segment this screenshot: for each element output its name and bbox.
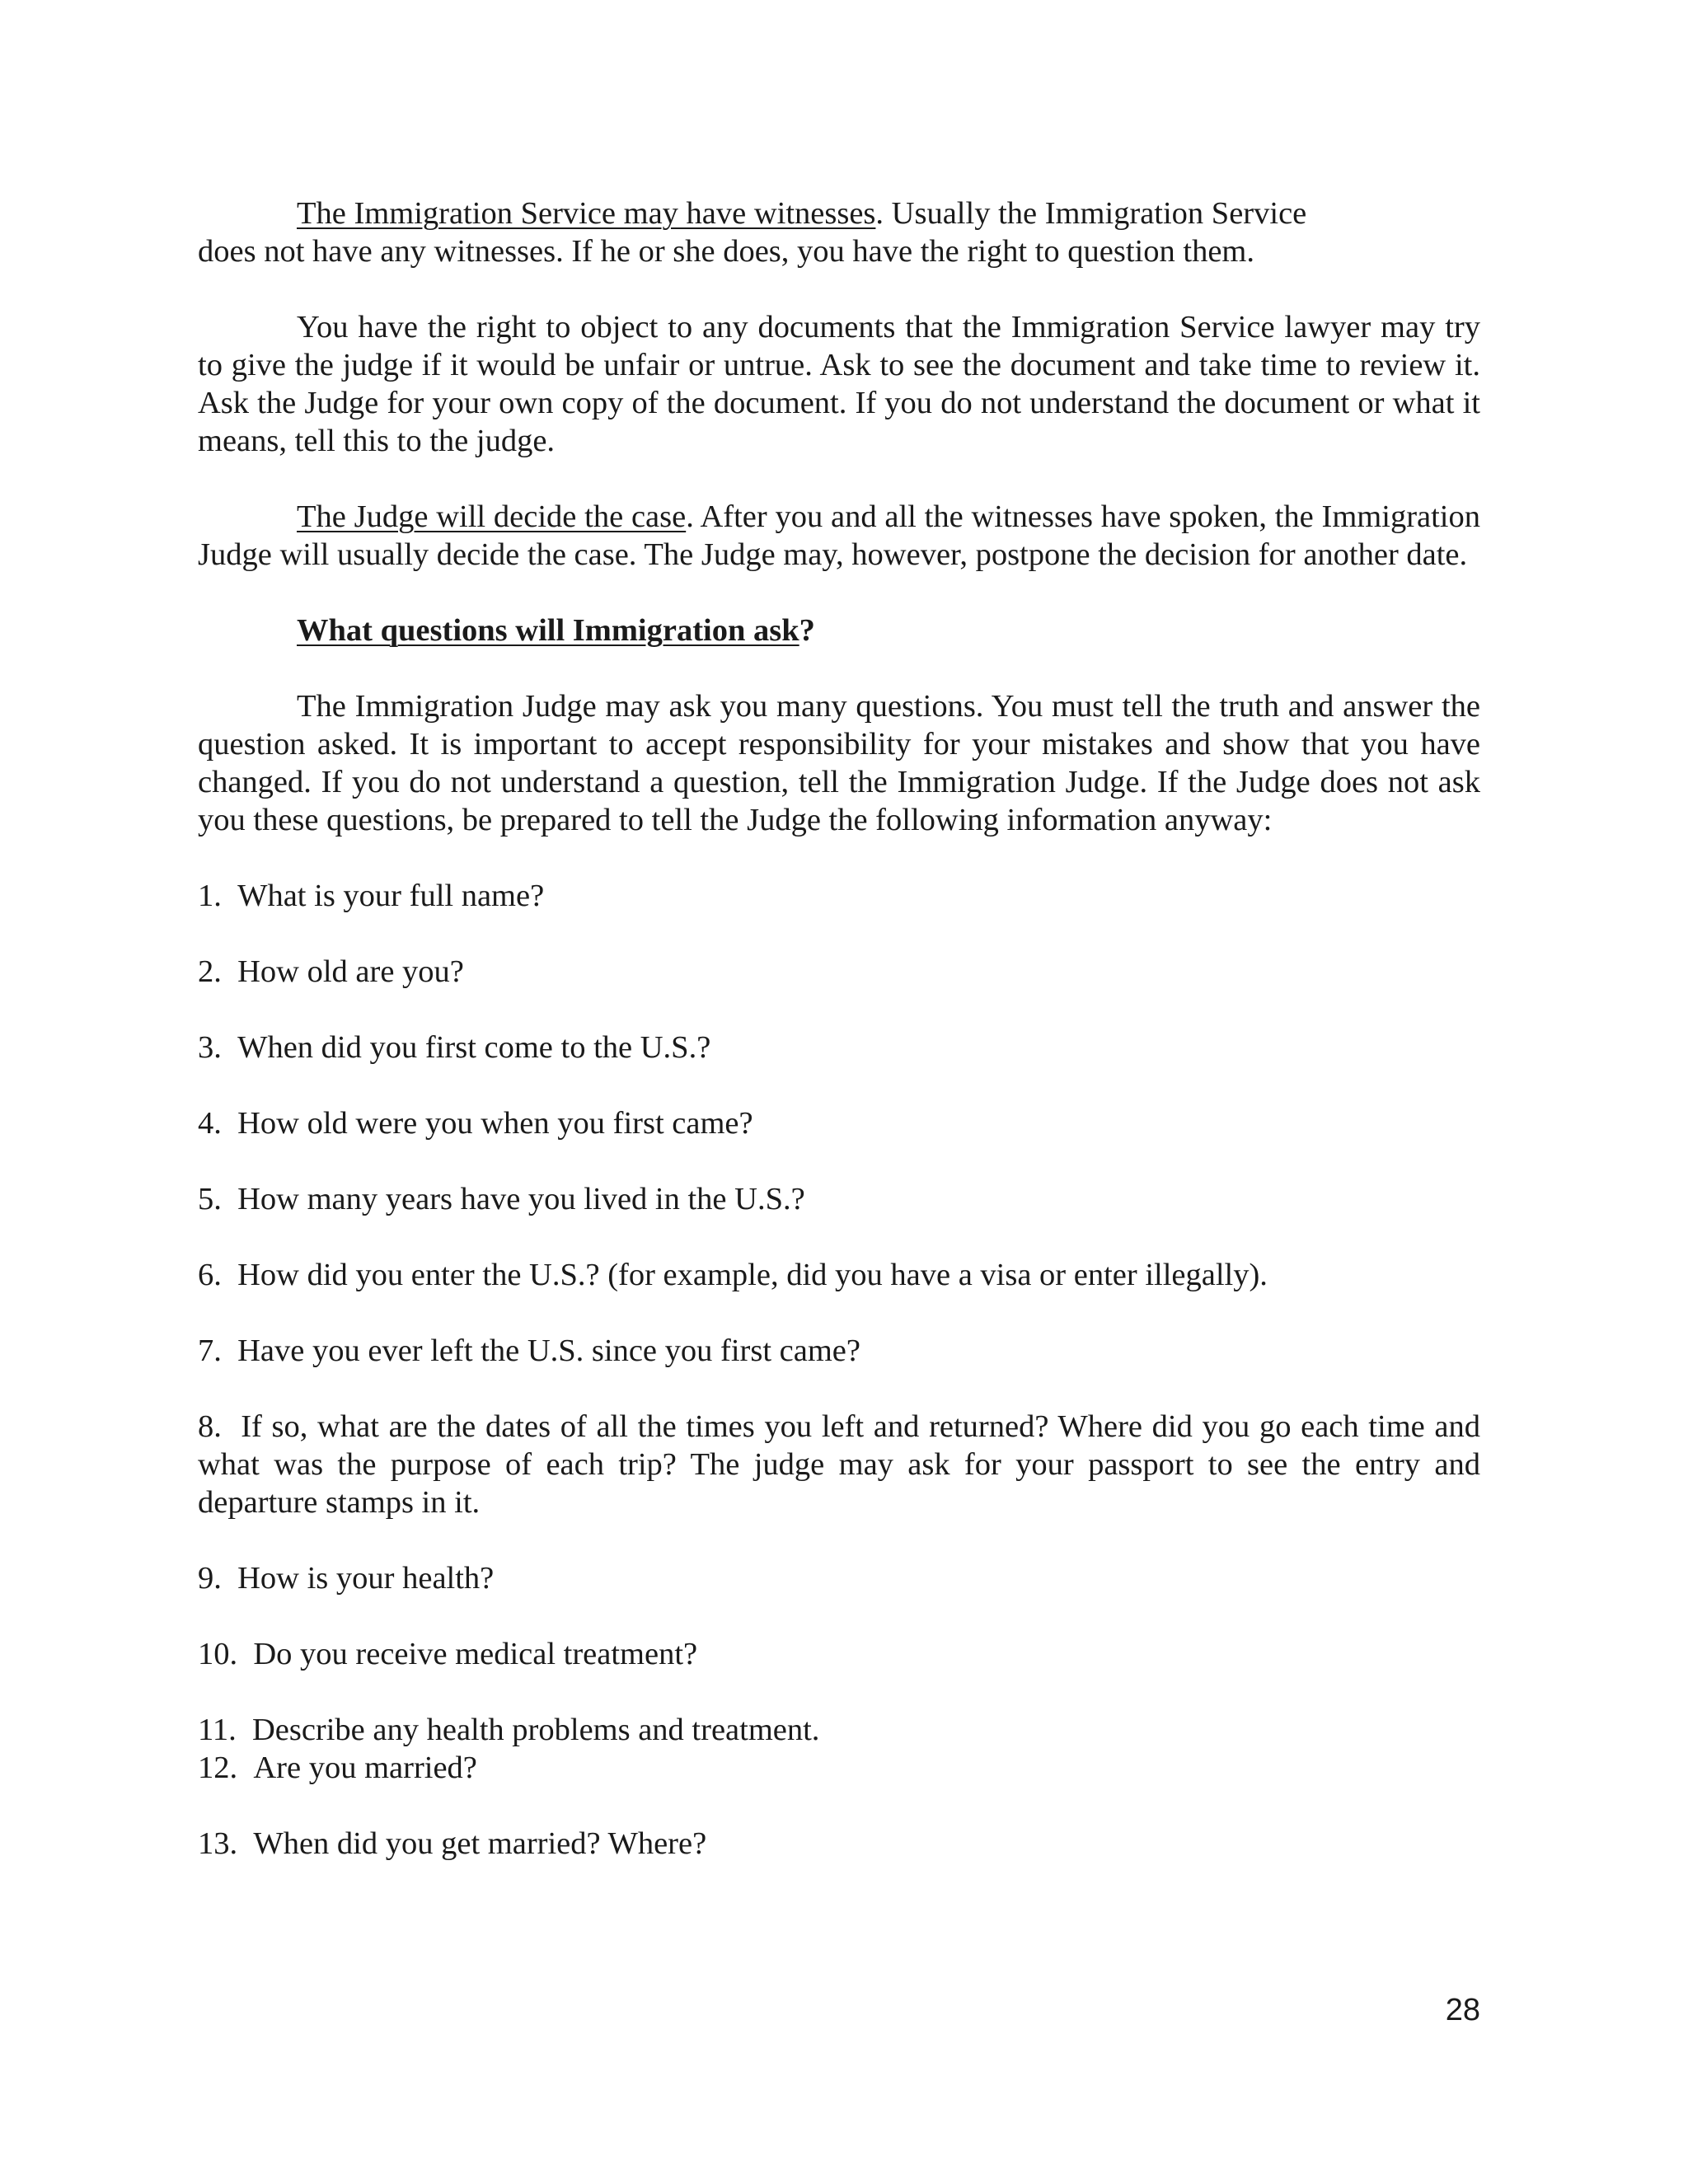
question-number: 5. — [198, 1182, 222, 1216]
heading-suffix: ? — [799, 613, 815, 648]
paragraph-object-documents: You have the right to object to any documents that the Immigration Service lawyer may try to give the judge if it would be unfair or untrue. Ask to see the document and take time to review it. Ask the Judge for your own copy of the document. If you do not understand the document or what it means, tell this to the judge. — [198, 310, 1480, 458]
question-number: 13. — [198, 1826, 238, 1861]
paragraph-text: . Usually the Immigration Service — [875, 196, 1307, 231]
question-text: Do you receive medical treatment? — [253, 1637, 698, 1671]
question-number: 10. — [198, 1637, 238, 1671]
question-item — [198, 1635, 1480, 1673]
question-number: 9. — [198, 1561, 222, 1596]
question-item — [198, 877, 1480, 915]
question-item — [198, 1749, 1480, 1787]
question-text: How did you enter the U.S.? (for example, did you have a visa or enter illegally). — [237, 1258, 1268, 1292]
question-item — [198, 1408, 1480, 1521]
question-item — [198, 1029, 1480, 1066]
underlined-phrase: The Judge will decide the case — [297, 499, 687, 534]
question-number: 11. — [198, 1713, 237, 1747]
question-text: When did you first come to the U.S.? — [237, 1030, 711, 1065]
question-item — [198, 1711, 1480, 1749]
question-item — [198, 1104, 1480, 1142]
question-text: Describe any health problems and treatment. — [251, 1713, 820, 1747]
section-heading — [198, 612, 1480, 649]
underlined-phrase: The Immigration Service may have witnesses — [297, 196, 876, 231]
paragraph-witnesses — [198, 194, 1480, 270]
page-number: 28 — [1445, 1993, 1480, 2027]
question-number: 8. — [198, 1409, 222, 1444]
question-text: How old were you when you first came? — [237, 1106, 753, 1141]
paragraph-judge-decides — [198, 498, 1480, 574]
question-number: 2. — [198, 954, 222, 989]
question-number: 6. — [198, 1258, 222, 1292]
paragraph-text: does not have any witnesses. If he or she does, you have the right to question them. — [198, 234, 1254, 269]
question-item — [198, 1332, 1480, 1370]
question-item — [198, 1559, 1480, 1597]
document-page — [198, 194, 1480, 1863]
question-number: 4. — [198, 1106, 222, 1141]
question-number: 7. — [198, 1333, 222, 1368]
question-text: How is your health? — [237, 1561, 495, 1596]
question-text: How many years have you lived in the U.S.? — [237, 1182, 805, 1216]
question-number: 12. — [198, 1750, 238, 1785]
question-item — [198, 1256, 1480, 1294]
paragraph-judge-questions: The Immigration Judge may ask you many questions. You must tell the truth and answer the question asked. It is important to accept responsibility for your mistakes and show that you have changed. If you do not understand a question, tell the Immigration Judge. If the Judge does not ask you these questions, be prepared to tell the Judge the following information anyway: — [198, 689, 1480, 837]
question-text: Are you married? — [253, 1750, 477, 1785]
question-text: Have you ever left the U.S. since you first came? — [237, 1333, 860, 1368]
question-list — [198, 877, 1480, 1863]
question-text: When did you get married? Where? — [253, 1826, 707, 1861]
question-number: 1. — [198, 879, 222, 913]
paragraph-text: . After you and all the witnesses have spoken, the Immigration Judge will usually decide the case. The Judge may, however, postpone the decision for another date. — [198, 499, 1480, 572]
question-number: 3. — [198, 1030, 222, 1065]
question-text: How old are you? — [237, 954, 464, 989]
question-item — [198, 1825, 1480, 1863]
heading-text: What questions will Immigration ask — [297, 613, 799, 648]
question-item — [198, 1180, 1480, 1218]
question-text: What is your full name? — [237, 879, 545, 913]
question-item — [198, 953, 1480, 991]
question-text: If so, what are the dates of all the times you left and returned? Where did you go each time and what was the purpose of each trip? The judge may ask for your passport to see the entry and departure stamps in it. — [198, 1409, 1480, 1520]
